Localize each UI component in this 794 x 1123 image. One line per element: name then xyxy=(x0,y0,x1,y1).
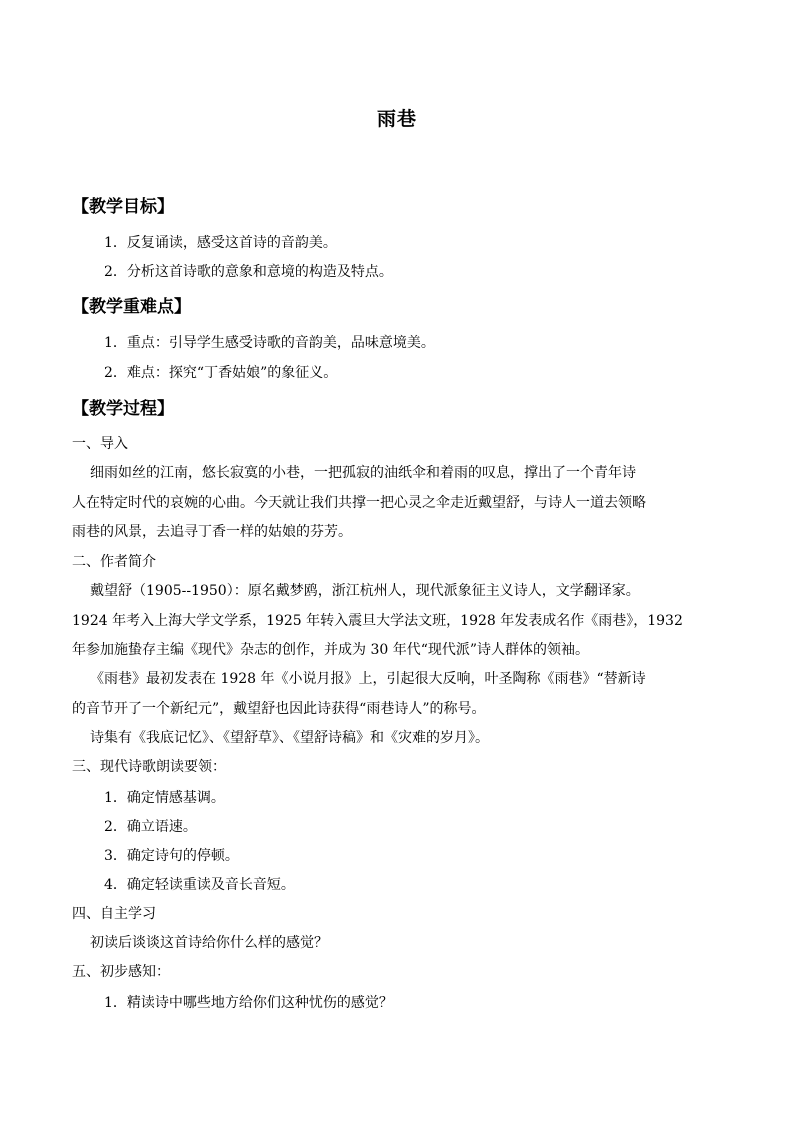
intro-line-3: 雨巷的风景，去追寻丁香一样的姑娘的芬芳。 xyxy=(72,524,352,540)
goal-item-1: 1．反复诵读，感受这首诗的音韵美。 xyxy=(104,235,337,251)
goals-heading: 【教学目标】 xyxy=(72,197,174,217)
self-study-line: 初读后谈谈这首诗给你什么样的感觉？ xyxy=(90,935,328,951)
key-point-item-2: 2．难点：探究“丁香姑娘”的象征义。 xyxy=(104,365,338,381)
author-title: 二、作者简介 xyxy=(72,554,156,570)
key-points-heading: 【教学重难点】 xyxy=(72,297,191,317)
page-title: 雨巷 xyxy=(376,108,417,130)
self-study-title: 四、自主学习 xyxy=(72,906,156,922)
author-line-5: 的音节开了一个新纪元”，戴望舒也因此诗获得“雨巷诗人”的称号。 xyxy=(72,701,486,717)
perceive-title: 五、初步感知： xyxy=(72,964,170,980)
intro-line-1: 细雨如丝的江南，悠长寂寞的小巷，一把孤寂的油纸伞和着雨的叹息，撑出了一个青年诗 xyxy=(90,465,636,481)
intro-line-2: 人在特定时代的哀婉的心曲。今天就让我们共撑一把心灵之伞走近戴望舒，与诗人一道去领略 xyxy=(72,495,646,511)
reading-item-3: 3．确定诗句的停顿。 xyxy=(104,848,239,864)
reading-item-4: 4．确定轻读重读及音长音短。 xyxy=(104,877,295,893)
goal-item-2: 2．分析这首诗歌的意象和意境的构造及特点。 xyxy=(104,264,393,280)
author-line-2: 1924 年考入上海大学文学系，1925 年转入震旦大学法文班，1928 年发表成名作《雨巷》，1932 xyxy=(72,613,683,629)
author-line-6: 诗集有《我底记忆》、《望舒草》、《望舒诗稿》和《灾难的岁月》。 xyxy=(90,730,489,746)
key-point-item-1: 1．重点：引导学生感受诗歌的音韵美，品味意境美。 xyxy=(104,335,435,351)
reading-item-2: 2．确立语速。 xyxy=(104,819,197,835)
perceive-item-1: 1．精读诗中哪些地方给你们这种忧伤的感觉？ xyxy=(104,995,393,1011)
reading-item-1: 1．确定情感基调。 xyxy=(104,790,225,806)
author-line-4: 《雨巷》最初发表在 1928 年《小说月报》上，引起很大反响，叶圣陶称《雨巷》“替新诗 xyxy=(90,671,646,687)
author-line-1: 戴望舒（1905--1950）：原名戴梦鸥，浙江杭州人，现代派象征主义诗人，文学翻译家。 xyxy=(90,583,640,599)
reading-title: 三、现代诗歌朗读要领： xyxy=(72,759,226,775)
author-line-3: 年参加施蛰存主编《现代》杂志的创作，并成为 30 年代“现代派”诗人群体的领袖。 xyxy=(72,642,590,658)
process-heading: 【教学过程】 xyxy=(72,399,174,419)
intro-title: 一、导入 xyxy=(72,436,128,452)
